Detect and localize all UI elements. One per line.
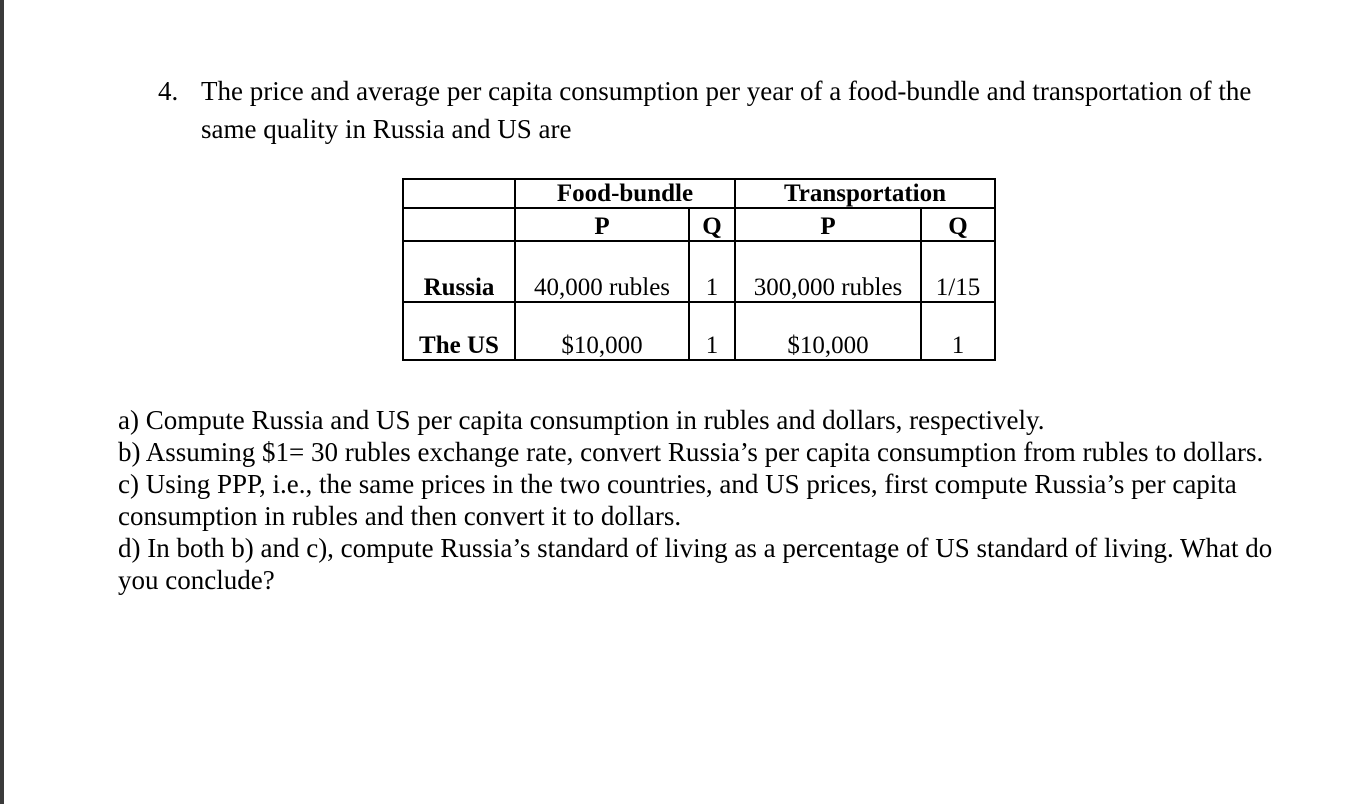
part-a: a) Compute Russia and US per capita consumption in rubles and dollars, respectively. (118, 405, 1045, 435)
table-row-us (403, 302, 995, 360)
part-c: c) Using PPP, i.e., the same prices in the two countries, and US prices, first compute Russia’s per capita consumption in rubles and then convert it to dollars. (118, 469, 1237, 531)
cell-trans-q: 1/15 (921, 241, 995, 302)
header-food-p: P (515, 208, 689, 241)
cell-food-q: 1 (689, 241, 735, 302)
window-edge (0, 0, 4, 804)
price-quantity-table (402, 178, 996, 361)
header-food-bundle: Food-bundle (515, 179, 735, 208)
table-empty-cell (403, 208, 515, 241)
table-sub-header-row (403, 208, 995, 241)
cell-food-p: $10,000 (515, 302, 689, 360)
cell-food-q: 1 (689, 302, 735, 360)
row-label: The US (403, 302, 515, 360)
cell-food-p: 40,000 rubles (515, 241, 689, 302)
cell-trans-p: 300,000 rubles (735, 241, 921, 302)
table-corner-cell (403, 179, 515, 208)
question-number: 4. (158, 76, 179, 106)
cell-trans-q: 1 (921, 302, 995, 360)
table-row-russia (403, 241, 995, 302)
question-4 (158, 72, 1288, 148)
header-trans-q: Q (921, 208, 995, 241)
header-trans-p: P (735, 208, 921, 241)
header-transportation: Transportation (735, 179, 995, 208)
table-group-header-row (403, 179, 995, 208)
question-text: The price and average per capita consumption per year of a food-bundle and transportation of the same quality in Russia and US are (201, 76, 1252, 144)
cell-trans-p: $10,000 (735, 302, 921, 360)
header-food-q: Q (689, 208, 735, 241)
row-label: Russia (403, 241, 515, 302)
part-d: d) In both b) and c), compute Russia’s standard of living as a percentage of US standard of living. What do you conclude? (118, 533, 1273, 595)
question-parts (118, 404, 1318, 596)
part-b: b) Assuming $1= 30 rubles exchange rate, convert Russia’s per capita consumption from rubles to dollars. (118, 437, 1264, 467)
